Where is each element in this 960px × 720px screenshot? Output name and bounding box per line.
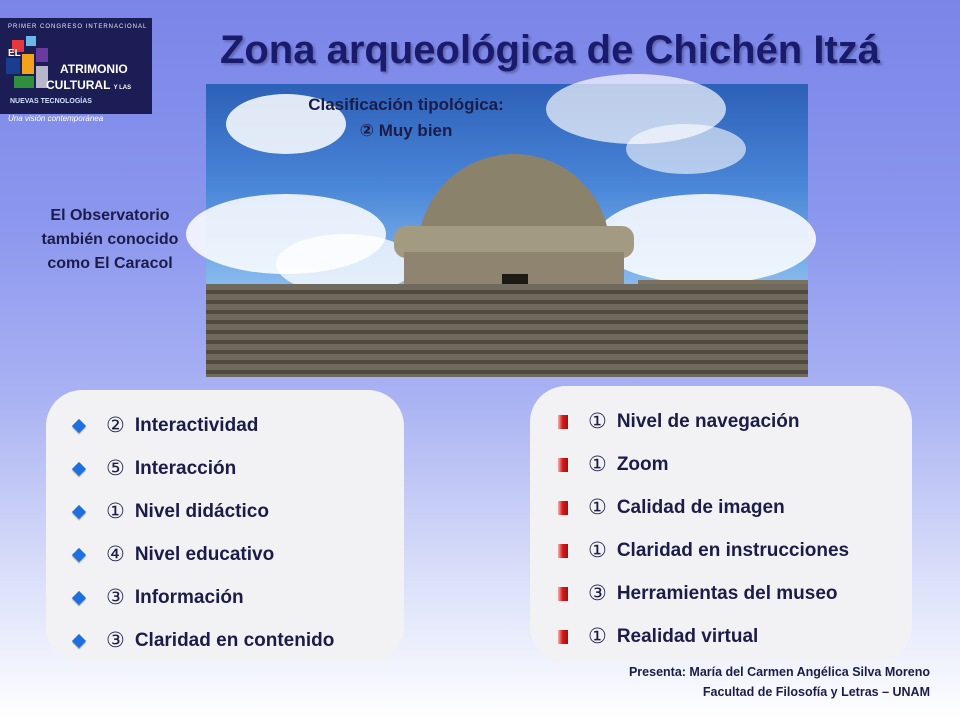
square-bullet-icon [558, 415, 568, 429]
rating-number: ① [588, 453, 607, 476]
list-item [554, 572, 912, 615]
criterion-label: Realidad virtual [616, 625, 759, 647]
criterion-label: Nivel didáctico [134, 500, 269, 522]
square-bullet-icon [558, 544, 568, 558]
criterion-label: Calidad de imagen [616, 496, 785, 518]
rating-number: ① [106, 500, 125, 523]
diamond-bullet-icon [72, 461, 86, 475]
observatory-tower [394, 154, 634, 304]
presenter-affiliation: Facultad de Filosofía y Letras – UNAM [702, 685, 930, 699]
rating-number: ④ [106, 543, 125, 566]
logo-tagline: Una visión contemporánea [8, 114, 104, 123]
logo-line1: ATRIMONIO [60, 62, 128, 76]
rating-number: ⑤ [106, 457, 125, 480]
list-item [68, 404, 404, 447]
left-criteria-panel [46, 390, 404, 662]
criterion-label: Nivel educativo [134, 543, 275, 565]
diamond-bullet-icon [72, 504, 86, 518]
criterion-label: Zoom [616, 453, 669, 475]
diamond-bullet-icon [72, 418, 86, 432]
criterion-label: Nivel de navegación [616, 410, 800, 432]
list-item [554, 400, 912, 443]
logo-line3: NUEVAS TECNOLOGÍAS [10, 98, 92, 105]
rating-number: ③ [588, 582, 607, 605]
diamond-bullet-icon [72, 590, 86, 604]
list-item [554, 615, 912, 658]
criterion-label: Claridad en instrucciones [616, 539, 850, 561]
criterion-label: Interacción [134, 457, 237, 479]
list-item [554, 486, 912, 529]
rating-number: ③ [106, 629, 125, 652]
rating-number: ② [106, 414, 125, 437]
list-item [68, 619, 404, 662]
square-bullet-icon [558, 501, 568, 515]
rating-number: ① [588, 625, 607, 648]
rating-number: ① [588, 496, 607, 519]
logo-el: EL [8, 48, 21, 59]
right-criteria-panel [530, 386, 912, 662]
diamond-bullet-icon [72, 633, 86, 647]
list-item [68, 576, 404, 619]
list-item [554, 529, 912, 572]
criterion-label: Claridad en contenido [134, 629, 335, 651]
list-item [68, 490, 404, 533]
square-bullet-icon [558, 458, 568, 472]
square-bullet-icon [558, 587, 568, 601]
list-item [68, 447, 404, 490]
criterion-label: Interactividad [134, 414, 259, 436]
stairs [206, 284, 808, 377]
presenter-footer [629, 662, 930, 702]
logo-top-line: PRIMER CONGRESO INTERNACIONAL [8, 24, 148, 30]
congress-logo [0, 18, 152, 123]
rating-number: ① [588, 410, 607, 433]
logo-line2: CULTURAL Y LAS [46, 78, 132, 92]
diamond-bullet-icon [72, 547, 86, 561]
side-note: El Observatorio también conocido como El Caracol [41, 207, 179, 272]
rating-number: ③ [106, 586, 125, 609]
rating-number: ① [588, 539, 607, 562]
presenter-name: Presenta: María del Carmen Angélica Silva Moreno [628, 665, 930, 679]
photo-caption: Clasificación tipológica: ② Muy bien [308, 95, 504, 140]
criterion-label: Información [134, 586, 244, 608]
list-item [554, 443, 912, 486]
list-item [68, 533, 404, 576]
observatory-photo [206, 84, 808, 377]
criterion-label: Herramientas del museo [616, 582, 838, 604]
square-bullet-icon [558, 630, 568, 644]
slide-title: Zona arqueológica de Chichén Itzá [219, 28, 881, 72]
